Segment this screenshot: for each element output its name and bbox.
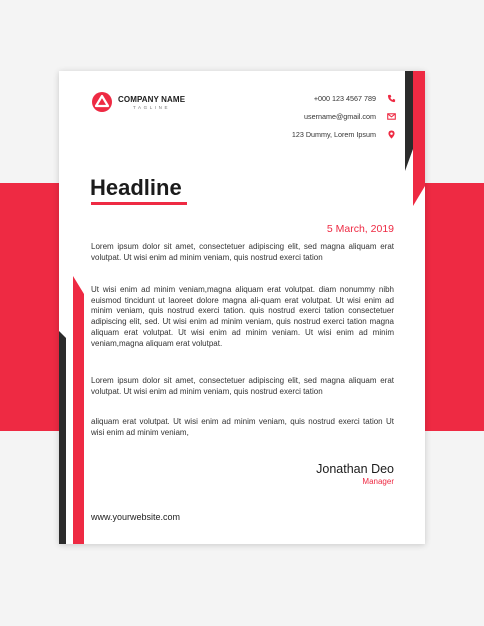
dark-stripe — [405, 71, 413, 171]
letterhead-page — [59, 71, 425, 544]
signature-block — [316, 462, 394, 486]
body-paragraph: aliquam erat volutpat. Ut wisi enim ad minim veniam, quis nostrud exerci tation Ut wisi enim ad minim veniam, — [91, 417, 394, 437]
email-address: username@gmail.com — [303, 112, 376, 121]
dark-stripe — [59, 331, 66, 544]
contact-phone — [314, 94, 396, 103]
signer-title: Manager — [362, 477, 394, 486]
red-stripe — [73, 276, 84, 544]
signer-name: Jonathan Deo — [316, 462, 394, 476]
logo-mark-icon — [91, 91, 113, 113]
headline-underline — [91, 202, 187, 205]
body-paragraph: Lorem ipsum dolor sit amet, consectetuer adipiscing elit, sed magna aliquam erat volutpat. Ut wisi enim ad minim veniam, quis nostrud exerci tation — [91, 242, 394, 262]
letter-date: 5 March, 2019 — [326, 223, 394, 235]
body-paragraph: Ut wisi enim ad minim veniam,magna aliquam erat volutpat. diam nonummy nibh euismod tincidunt ut laoreet dolore magna ali-quam erat volutpat. Ut wisi enim ad minim veniam, quis nostrud exerci tation. quis nostrud exerci tation consectetuer adipiscing elit, sed. Ut wisi enim ad minim veniam, quis nostrud exerci tation magna aliquam erat volutpat. Ut wisi enim ad minim veniam. Ut wisi enim ad minim veniam,magna aliquam erat volutpat. — [91, 285, 394, 348]
phone-number: +000 123 4567 789 — [313, 94, 376, 103]
page-title: Headline — [90, 175, 182, 200]
contact-address — [292, 130, 396, 139]
left-stripes — [59, 276, 89, 544]
location-pin-icon — [387, 130, 396, 139]
body-paragraph: Lorem ipsum dolor sit amet, consectetuer adipiscing elit, sed magna aliquam erat volutpat. Ut wisi enim ad minim veniam, quis nostrud exerci tation — [91, 376, 394, 396]
mail-icon — [387, 112, 396, 121]
contact-email — [304, 112, 396, 121]
company-logo — [91, 91, 185, 113]
red-stripe — [413, 71, 425, 206]
company-name: COMPANY NAME — [118, 94, 186, 104]
company-tagline: TAGLINE — [133, 104, 171, 110]
street-address: 123 Dummy, Lorem Ipsum — [291, 130, 376, 139]
top-right-stripes — [395, 71, 425, 206]
website-link[interactable]: www.yourwebsite.com — [91, 512, 181, 522]
phone-icon — [387, 94, 396, 103]
